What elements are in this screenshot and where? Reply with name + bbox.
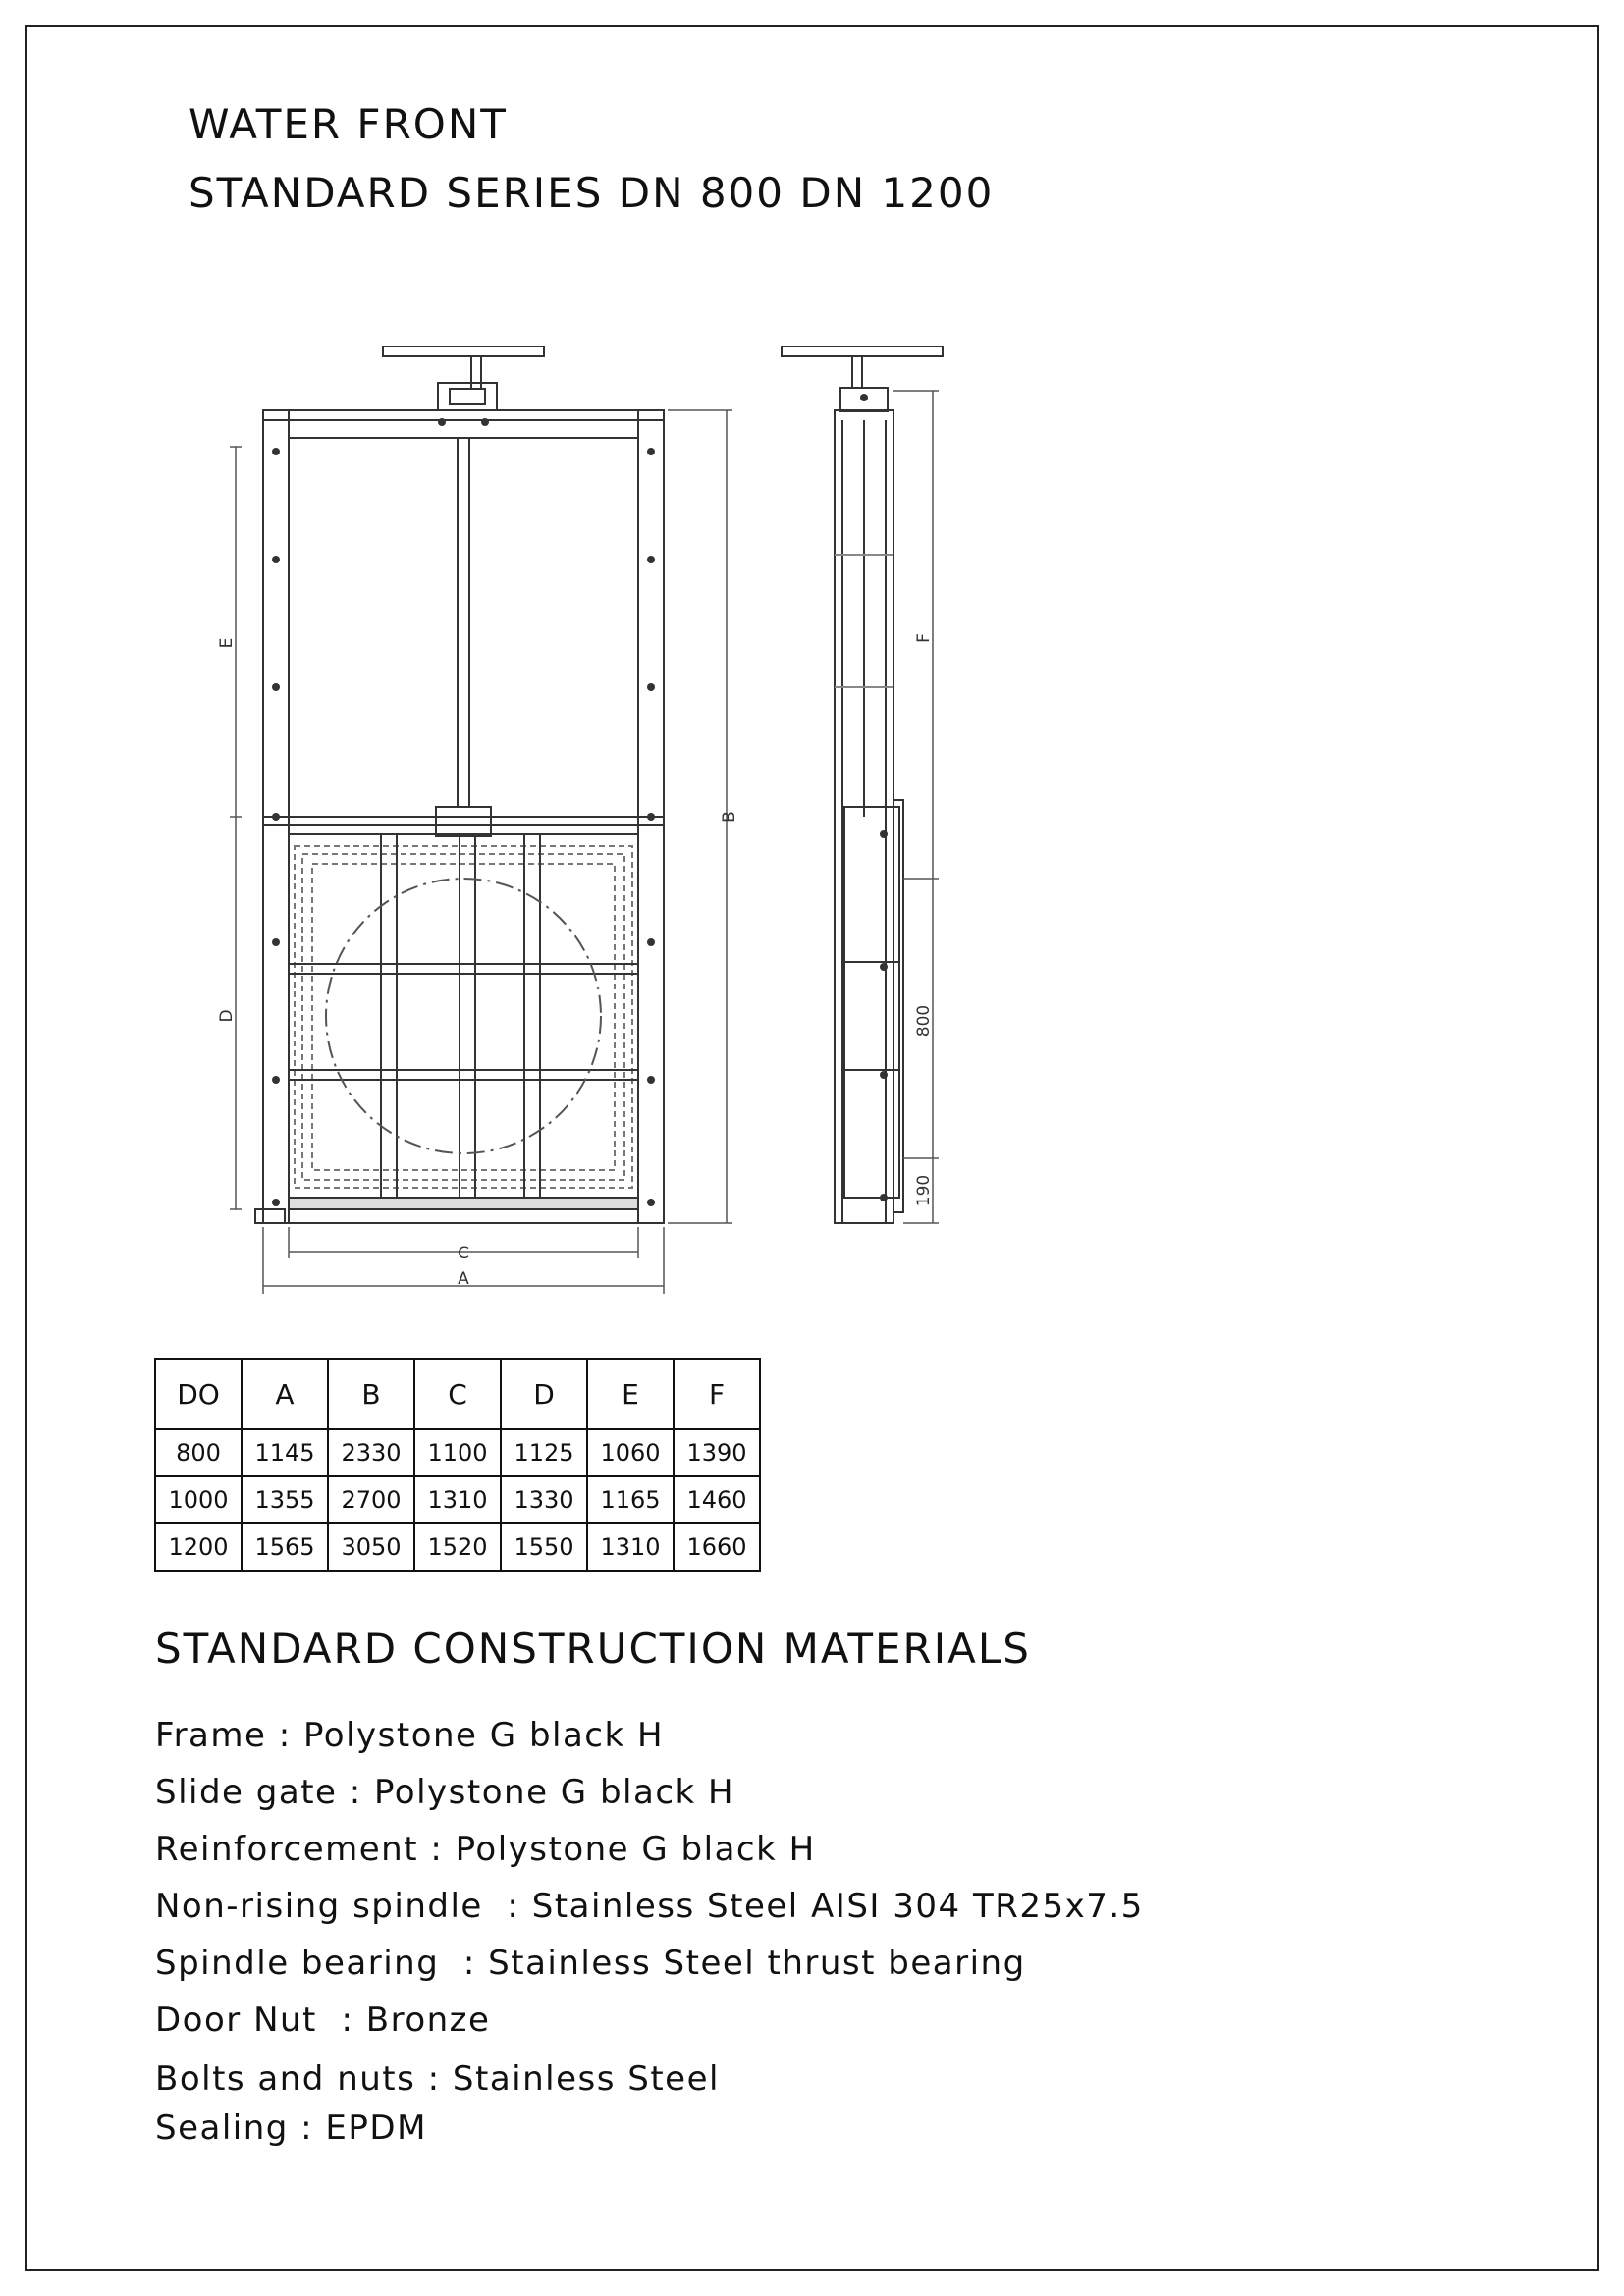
table-header-cell: E (587, 1359, 674, 1429)
dim-label-800: 800 (914, 1004, 934, 1038)
dim-label-A: A (458, 1269, 469, 1289)
reinforcement-vertical-3 (524, 834, 540, 1198)
table-header-cell: F (674, 1359, 760, 1429)
table-cell: 3050 (328, 1523, 414, 1571)
reinforcement-vertical-1 (381, 834, 397, 1198)
materials-heading: STANDARD CONSTRUCTION MATERIALS (155, 1625, 1031, 1673)
material-line: Reinforcement : Polystone G black H (155, 1830, 816, 1869)
table-cell: 1145 (242, 1429, 328, 1476)
title-line-1: WATER FRONT (189, 100, 508, 148)
reinforcement-vertical-2 (460, 834, 475, 1198)
table-cell: 1125 (501, 1429, 587, 1476)
table-header-cell: DO (155, 1359, 242, 1429)
table-cell: 1060 (587, 1429, 674, 1476)
table-cell: 1165 (587, 1476, 674, 1523)
title-line-2: STANDARD SERIES DN 800 DN 1200 (189, 169, 995, 217)
handwheel-side (782, 347, 943, 356)
table-cell: 2700 (328, 1476, 414, 1523)
table-cell: 1330 (501, 1476, 587, 1523)
dim-label-190: 190 (914, 1174, 934, 1207)
material-line: Slide gate : Polystone G black H (155, 1773, 735, 1812)
table-header-row (155, 1359, 760, 1429)
table-row (155, 1523, 760, 1571)
table-cell: 1100 (414, 1429, 501, 1476)
reinforcement-horizontal-1 (289, 964, 638, 974)
front-view (230, 347, 732, 1294)
table-cell: 1000 (155, 1476, 242, 1523)
table-cell: 1310 (414, 1476, 501, 1523)
dim-label-B: B (720, 811, 739, 823)
material-line: Sealing : EPDM (155, 2109, 427, 2148)
dim-label-E: E (217, 637, 237, 649)
table-header-cell: A (242, 1359, 328, 1429)
table-row (155, 1429, 760, 1476)
door-nut (436, 807, 491, 836)
table-header-cell: C (414, 1359, 501, 1429)
material-line: Bolts and nuts : Stainless Steel (155, 2059, 720, 2099)
dim-label-F: F (914, 633, 934, 643)
table-cell: 1310 (587, 1523, 674, 1571)
handwheel-front (383, 347, 544, 356)
table-cell: 1660 (674, 1523, 760, 1571)
table-cell: 1565 (242, 1523, 328, 1571)
gate-side (844, 807, 899, 1198)
table-cell: 800 (155, 1429, 242, 1476)
table-cell: 1355 (242, 1476, 328, 1523)
side-view (782, 347, 943, 1223)
opening-circle (326, 879, 601, 1153)
dim-label-C: C (458, 1244, 469, 1263)
material-line: Door Nut : Bronze (155, 2001, 491, 2040)
table-header-cell: B (328, 1359, 414, 1429)
slide-gate-panel (289, 834, 638, 1198)
material-line: Spindle bearing : Stainless Steel thrust bearing (155, 1944, 1026, 1983)
dim-lines-front (230, 410, 732, 1294)
table-cell: 1460 (674, 1476, 760, 1523)
table-header-cell: D (501, 1359, 587, 1429)
table-cell: 1200 (155, 1523, 242, 1571)
table-cell: 1520 (414, 1523, 501, 1571)
table-cell: 1550 (501, 1523, 587, 1571)
gearbox-front (438, 383, 497, 410)
material-line: Non-rising spindle : Stainless Steel AISI 304 TR25x7.5 (155, 1887, 1144, 1926)
table-cell: 1390 (674, 1429, 760, 1476)
material-line: Frame : Polystone G black H (155, 1716, 665, 1755)
dimension-table (154, 1358, 761, 1572)
table-cell: 2330 (328, 1429, 414, 1476)
table-row (155, 1476, 760, 1523)
dim-label-D: D (217, 1009, 237, 1023)
